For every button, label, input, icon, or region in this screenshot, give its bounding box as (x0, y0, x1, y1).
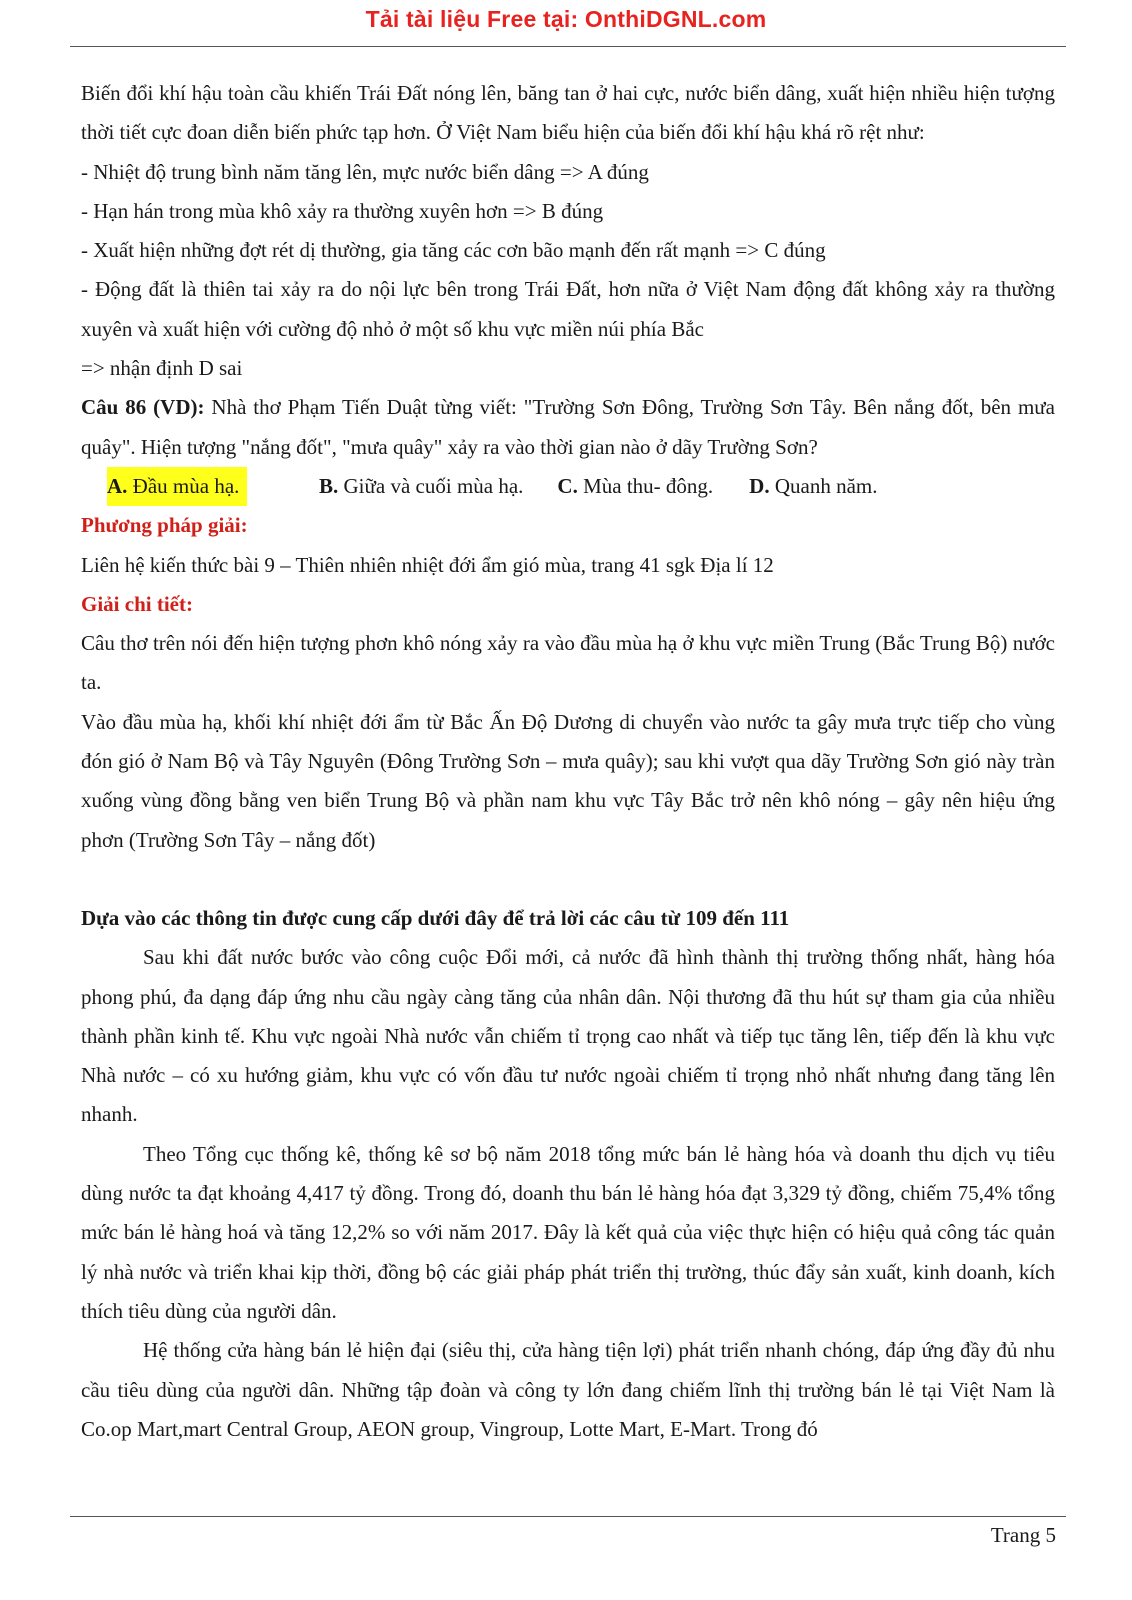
option-d (749, 467, 877, 506)
conclusion-line: => nhận định D sai (81, 356, 243, 381)
detail-paragraph: Vào đầu mùa hạ, khối khí nhiệt đới ẩm từ Bắc Ấn Độ Dương di chuyển vào nước ta gây mưa trực tiếp cho vùng đón gió ở Nam Bộ và Tây Nguyên (Đông Trường Sơn – mưa quây); sau khi vượt qua dãy Trường Sơn gió này tràn xuống vùng đồng bằng ven biển Trung Bộ và phần nam khu vực Tây Bắc trở nên khô nóng – gây nên hiệu ứng phơn (Trường Sơn Tây – nắng đốt) (81, 709, 1055, 852)
bullet-item: - Nhiệt độ trung bình năm tăng lên, mực nước biển dâng => A đúng (81, 159, 649, 184)
option-key: A. (107, 473, 128, 498)
option-key: D. (749, 473, 770, 498)
option-text: Quanh năm. (769, 473, 878, 498)
method-text: Liên hệ kiến thức bài 9 – Thiên nhiên nhiệt đới ẩm gió mùa, trang 41 sgk Địa lí 12 (81, 552, 774, 577)
detail-paragraph: Câu thơ trên nói đến hiện tượng phơn khô nóng xảy ra vào đầu mùa hạ ở khu vực miền Trung (Bắc Trung Bộ) nước ta. (81, 631, 1055, 695)
bullet-item: - Động đất là thiên tai xảy ra do nội lực bên trong Trái Đất, hơn nữa ở Việt Nam động đất không xảy ra thường xuyên và xuất hiện với cường độ nhỏ ở một số khu vực miền núi phía Bắc (81, 277, 1055, 341)
question-86 (81, 388, 1055, 467)
header-divider (70, 46, 1066, 47)
option-c (557, 467, 713, 506)
passage-paragraph: Theo Tổng cục thống kê, thống kê sơ bộ năm 2018 tổng mức bán lẻ hàng hóa và doanh thu dịch vụ tiêu dùng nước ta đạt khoảng 4,417 tỷ đồng. Trong đó, doanh thu bán lẻ hàng hóa đạt 3,329 tỷ đồng, chiếm 75,4% tổng mức bán lẻ hàng hoá và tăng 12,2% so với năm 2017. Đây là kết quả của việc thực hiện có hiệu quả công tác quản lý nhà nước và triển khai kịp thời, đồng bộ các giải pháp phát triển thị trường, thúc đẩy sản xuất, kinh doanh, kích thích tiêu dùng của người dân. (81, 1141, 1055, 1323)
option-b (319, 467, 523, 506)
site-banner-title: Tải tài liệu Free tại: OnthiDGNL.com (365, 6, 767, 32)
option-text: Đầu mùa hạ. (127, 473, 240, 498)
footer-divider (70, 1516, 1066, 1517)
bullet-item: - Xuất hiện những đợt rét dị thường, gia tăng các cơn bão mạnh đến rất mạnh => C đúng (81, 238, 826, 263)
option-key: C. (557, 473, 578, 498)
section-spacer (81, 860, 1055, 899)
page-number: Trang 5 (990, 1523, 1056, 1547)
option-key: B. (319, 473, 339, 498)
question-text: Nhà thơ Phạm Tiến Duật từng viết: "Trường Sơn Đông, Trường Sơn Tây. Bên nắng đốt, bên mưa quây". Hiện tượng "nắng đốt", "mưa quây" xảy ra vào thời gian nào ở dãy Trường Sơn? (81, 395, 1055, 459)
passage-paragraph: Hệ thống cửa hàng bán lẻ hiện đại (siêu thị, cửa hàng tiện lợi) phát triển nhanh chóng, đáp ứng đầy đủ nhu cầu tiêu dùng của người dân. Những tập đoàn và công ty lớn đang chiếm lĩnh thị trường bán lẻ tại Việt Nam là Co.op Mart,mart Central Group, AEON group, Vingroup, Lotte Mart, E-Mart. Trong đó (81, 1338, 1055, 1441)
passage-heading: Dựa vào các thông tin được cung cấp dưới đây để trả lời các câu từ 109 đến 111 (81, 905, 790, 930)
option-text: Mùa thu- đông. (577, 473, 714, 498)
option-text: Giữa và cuối mùa hạ. (338, 473, 524, 498)
bullet-item: - Hạn hán trong mùa khô xảy ra thường xuyên hơn => B đúng (81, 198, 604, 223)
intro-paragraph: Biến đổi khí hậu toàn cầu khiến Trái Đất nóng lên, băng tan ở hai cực, nước biển dâng, xuất hiện nhiều hiện tượng thời tiết cực đoan diễn biến phức tạp hơn. Ở Việt Nam biểu hiện của biến đổi khí hậu khá rõ rệt như: (81, 81, 1055, 145)
page-content (81, 74, 1055, 1449)
question-label: Câu 86 (VD): (81, 395, 205, 420)
passage-paragraph: Sau khi đất nước bước vào công cuộc Đổi mới, cả nước đã hình thành thị trường thống nhất, hàng hóa phong phú, đa dạng đáp ứng nhu cầu ngày càng tăng của nhân dân. Nội thương đã thu hút sự tham gia của nhiều thành phần kinh tế. Khu vực ngoài Nhà nước vẫn chiếm tỉ trọng cao nhất và tiếp tục tăng lên, tiếp đến là khu vực Nhà nước – có xu hướng giảm, khu vực có vốn đầu tư nước ngoài chiếm tỉ trọng nhỏ nhất nhưng đang tăng lên nhanh. (81, 945, 1055, 1127)
method-heading: Phương pháp giải: (81, 513, 248, 538)
detail-heading: Giải chi tiết: (81, 591, 193, 616)
option-a-highlighted (107, 467, 247, 506)
answer-options (81, 467, 1055, 506)
